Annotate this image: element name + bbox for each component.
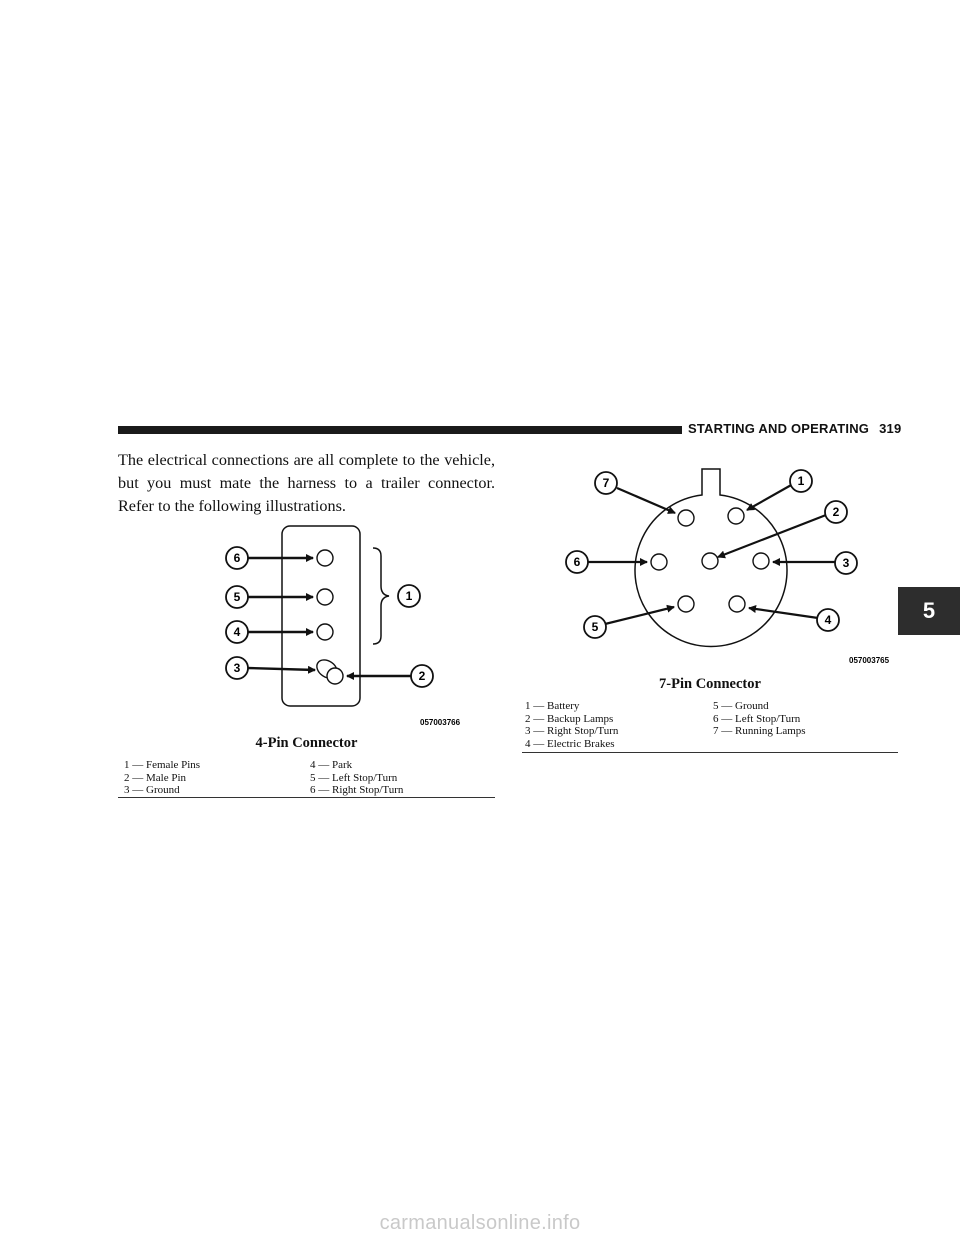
legend-right-column bbox=[713, 700, 806, 738]
callout-3 bbox=[226, 657, 248, 679]
svg-text:5: 5 bbox=[591, 620, 599, 634]
svg-text:4: 4 bbox=[824, 613, 832, 627]
male-pin bbox=[313, 656, 343, 684]
legend-item: 3 — Right Stop/Turn bbox=[525, 725, 619, 738]
running-header bbox=[688, 421, 901, 436]
female-pin-4 bbox=[317, 624, 333, 640]
callout-3 bbox=[835, 552, 857, 574]
legend-item: 2 — Backup Lamps bbox=[525, 712, 614, 725]
pin-3 bbox=[753, 553, 769, 569]
intro-paragraph: The electrical connections are all complete to the vehicle, but you must mate the harness to a trailer connector. Refer to the following illustrations. bbox=[118, 451, 495, 515]
callout-6 bbox=[566, 551, 588, 573]
svg-text:6: 6 bbox=[233, 551, 241, 565]
legend-left-column bbox=[525, 700, 618, 750]
callout-7 bbox=[595, 472, 617, 494]
svg-text:5: 5 bbox=[233, 590, 241, 604]
legend-item: 6 — Left Stop/Turn bbox=[713, 712, 801, 725]
page-number: 319 bbox=[879, 421, 902, 436]
legend-right-column bbox=[310, 759, 403, 797]
svg-text:3: 3 bbox=[842, 556, 850, 570]
seven-pin-legend bbox=[522, 700, 898, 752]
pin-6 bbox=[651, 554, 667, 570]
svg-text:6: 6 bbox=[573, 555, 581, 569]
legend-item: 7 — Running Lamps bbox=[713, 725, 806, 738]
pin-7 bbox=[678, 510, 694, 526]
chapter-tab: 5 bbox=[898, 587, 960, 635]
legend-item: 1 — Battery bbox=[525, 700, 580, 712]
watermark: carmanualsonline.info bbox=[379, 1211, 581, 1234]
figure-code: 057003765 bbox=[849, 656, 890, 665]
callout-5 bbox=[584, 616, 606, 638]
seven-pin-caption: 7-Pin Connector bbox=[659, 676, 761, 692]
legend-item: 1 — Female Pins bbox=[124, 759, 201, 771]
svg-text:4: 4 bbox=[233, 625, 241, 639]
callout-2 bbox=[825, 501, 847, 523]
legend-item: 2 — Male Pin bbox=[124, 771, 187, 784]
seven-pin-connector-diagram bbox=[550, 462, 900, 670]
pin-5 bbox=[678, 596, 694, 612]
section-title: STARTING AND OPERATING bbox=[688, 421, 870, 436]
female-pin-5 bbox=[317, 589, 333, 605]
svg-text:7: 7 bbox=[602, 476, 610, 490]
legend-item: 6 — Right Stop/Turn bbox=[310, 784, 404, 797]
callout-4 bbox=[226, 621, 248, 643]
legend-left-column bbox=[124, 759, 200, 797]
legend-item: 5 — Ground bbox=[713, 700, 769, 712]
callout-2 bbox=[411, 665, 433, 687]
pin-2 bbox=[702, 553, 718, 569]
svg-text:2: 2 bbox=[418, 669, 426, 683]
legend-item: 5 — Left Stop/Turn bbox=[310, 771, 398, 784]
callout-5 bbox=[226, 586, 248, 608]
four-pin-legend-rule bbox=[118, 797, 495, 798]
female-pin-6 bbox=[317, 550, 333, 566]
pin-1 bbox=[728, 508, 744, 524]
figure-code: 057003766 bbox=[420, 718, 461, 727]
legend-item: 3 — Ground bbox=[124, 784, 180, 797]
callout-4 bbox=[817, 609, 839, 631]
legend-item: 4 — Park bbox=[310, 759, 353, 771]
pin-4 bbox=[729, 596, 745, 612]
callout-1 bbox=[790, 470, 812, 492]
svg-text:1: 1 bbox=[405, 589, 413, 603]
svg-text:3: 3 bbox=[233, 661, 241, 675]
four-pin-legend bbox=[118, 759, 495, 797]
svg-text:2: 2 bbox=[832, 505, 840, 519]
svg-text:1: 1 bbox=[797, 474, 805, 488]
seven-pin-legend-rule bbox=[522, 752, 898, 753]
callout-1 bbox=[398, 585, 420, 607]
connector-body bbox=[282, 526, 360, 706]
four-pin-caption: 4-Pin Connector bbox=[255, 735, 358, 751]
header-bar bbox=[118, 426, 682, 434]
female-pins-bracket bbox=[373, 548, 389, 644]
legend-item: 4 — Electric Brakes bbox=[525, 737, 615, 750]
connector-body bbox=[635, 469, 787, 646]
callout-6 bbox=[226, 547, 248, 569]
four-pin-connector-diagram bbox=[215, 520, 470, 730]
